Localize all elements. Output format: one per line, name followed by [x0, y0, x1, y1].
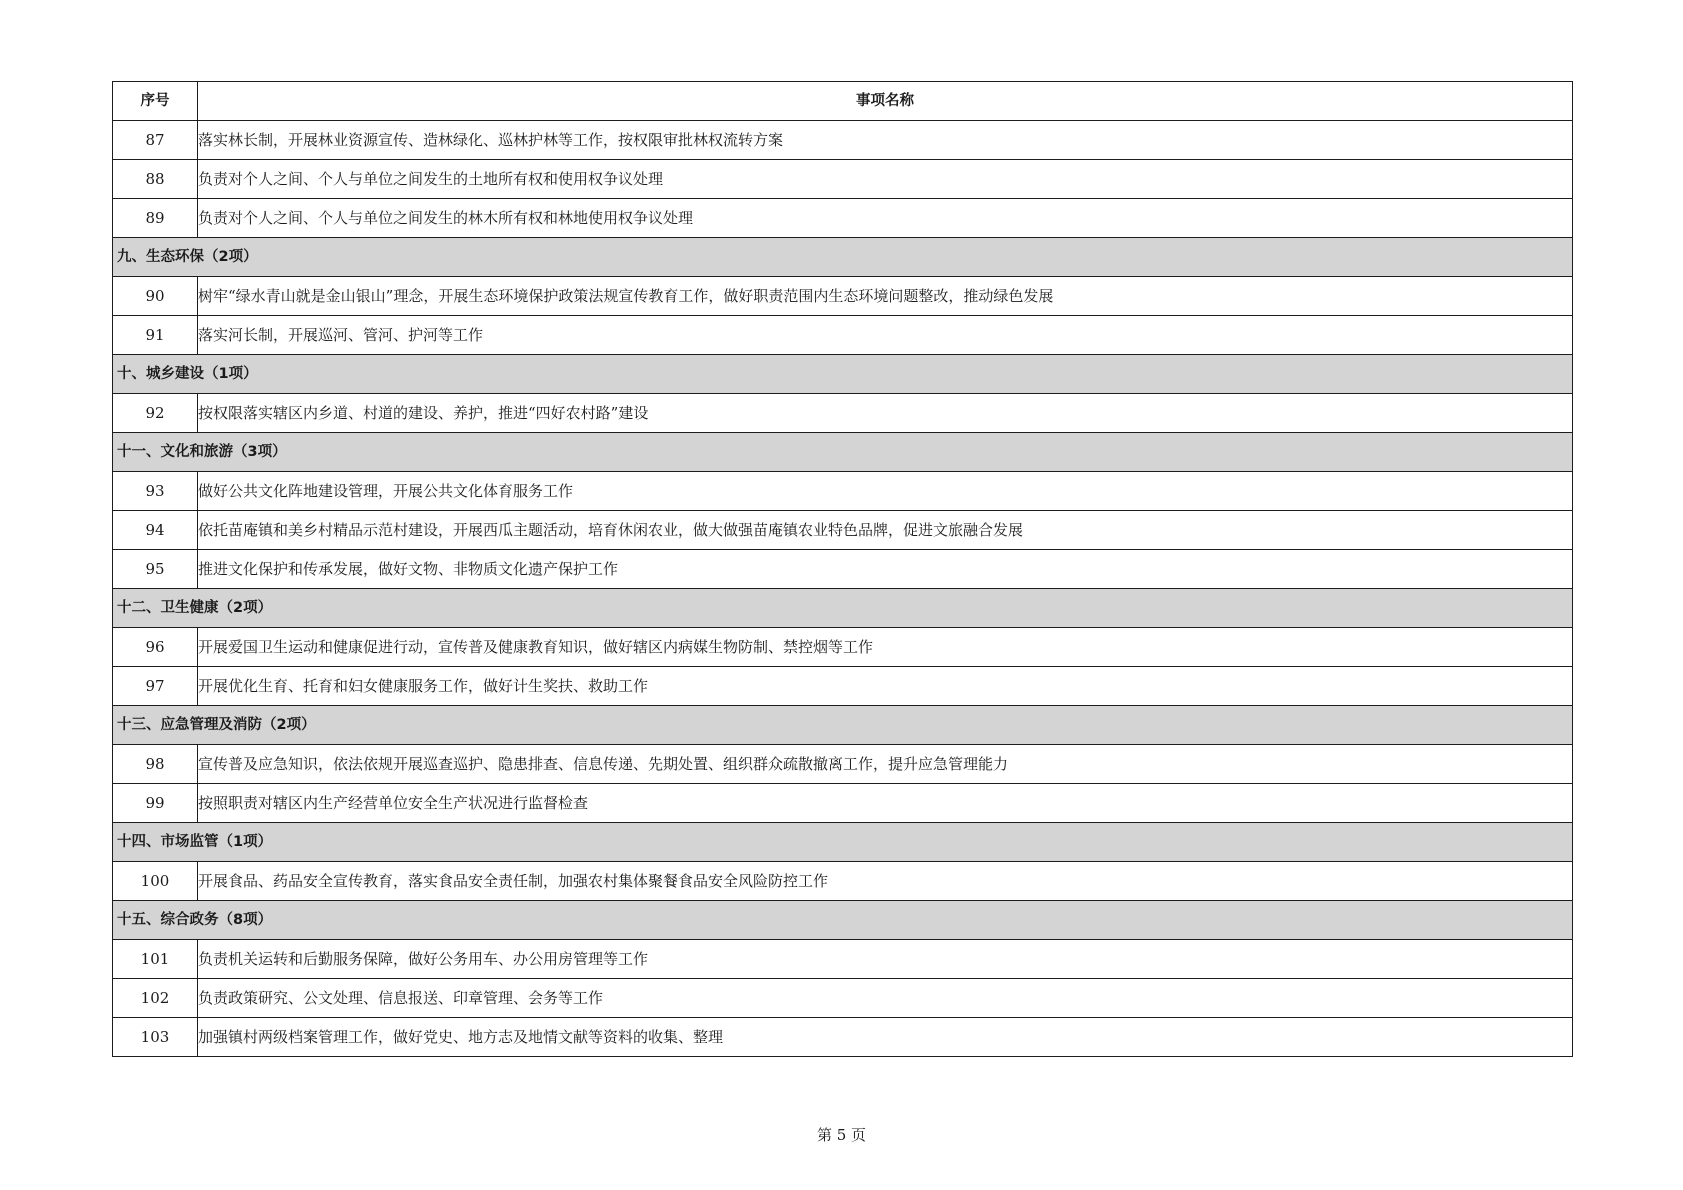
item-name: 按照职责对辖区内生产经营单位安全生产状况进行监督检查 — [198, 784, 1573, 823]
section-header-row — [113, 589, 1573, 628]
item-number: 95 — [113, 550, 198, 589]
item-name: 负责对个人之间、个人与单位之间发生的土地所有权和使用权争议处理 — [198, 160, 1573, 199]
item-name: 按权限落实辖区内乡道、村道的建设、养护，推进“四好农村路”建设 — [198, 394, 1573, 433]
item-number: 103 — [113, 1018, 198, 1057]
table-header-row — [113, 82, 1573, 121]
table-row — [113, 784, 1573, 823]
section-title: 十一、文化和旅游（3项） — [113, 433, 1573, 472]
item-number: 99 — [113, 784, 198, 823]
section-title: 十三、应急管理及消防（2项） — [113, 706, 1573, 745]
name-column-header: 事项名称 — [198, 82, 1573, 121]
section-header-row — [113, 238, 1573, 277]
item-name: 加强镇村两级档案管理工作，做好党史、地方志及地情文献等资料的收集、整理 — [198, 1018, 1573, 1057]
table-row — [113, 1018, 1573, 1057]
table-row — [113, 121, 1573, 160]
table-row — [113, 745, 1573, 784]
item-name: 开展食品、药品安全宣传教育，落实食品安全责任制，加强农村集体聚餐食品安全风险防控工作 — [198, 862, 1573, 901]
item-number: 96 — [113, 628, 198, 667]
table-row — [113, 667, 1573, 706]
section-header-row — [113, 433, 1573, 472]
table-row — [113, 316, 1573, 355]
section-header-row — [113, 706, 1573, 745]
section-title: 十五、综合政务（8项） — [113, 901, 1573, 940]
item-number: 101 — [113, 940, 198, 979]
table-row — [113, 550, 1573, 589]
table-row — [113, 199, 1573, 238]
item-name: 开展优化生育、托育和妇女健康服务工作，做好计生奖扶、救助工作 — [198, 667, 1573, 706]
item-name: 做好公共文化阵地建设管理，开展公共文化体育服务工作 — [198, 472, 1573, 511]
item-name: 负责政策研究、公文处理、信息报送、印章管理、会务等工作 — [198, 979, 1573, 1018]
item-number: 92 — [113, 394, 198, 433]
table-body — [113, 121, 1573, 1057]
item-name: 落实林长制，开展林业资源宣传、造林绿化、巡林护林等工作，按权限审批林权流转方案 — [198, 121, 1573, 160]
table-row — [113, 628, 1573, 667]
table-row — [113, 394, 1573, 433]
table-row — [113, 277, 1573, 316]
table-row — [113, 472, 1573, 511]
section-header-row — [113, 823, 1573, 862]
table-row — [113, 940, 1573, 979]
item-number: 94 — [113, 511, 198, 550]
section-header-row — [113, 901, 1573, 940]
section-header-row — [113, 355, 1573, 394]
item-number: 88 — [113, 160, 198, 199]
table-row — [113, 160, 1573, 199]
item-number: 90 — [113, 277, 198, 316]
item-name: 依托苗庵镇和美乡村精品示范村建设，开展西瓜主题活动，培育休闲农业，做大做强苗庵镇农业特色品牌，促进文旅融合发展 — [198, 511, 1573, 550]
item-name: 负责机关运转和后勤服务保障，做好公务用车、办公用房管理等工作 — [198, 940, 1573, 979]
item-name: 宣传普及应急知识，依法依规开展巡查巡护、隐患排查、信息传递、先期处置、组织群众疏散撤离工作，提升应急管理能力 — [198, 745, 1573, 784]
item-number: 93 — [113, 472, 198, 511]
item-name: 树牢“绿水青山就是金山银山”理念，开展生态环境保护政策法规宣传教育工作，做好职责范围内生态环境问题整改，推动绿色发展 — [198, 277, 1573, 316]
item-number: 89 — [113, 199, 198, 238]
item-name: 负责对个人之间、个人与单位之间发生的林木所有权和林地使用权争议处理 — [198, 199, 1573, 238]
section-title: 十、城乡建设（1项） — [113, 355, 1573, 394]
section-title: 十二、卫生健康（2项） — [113, 589, 1573, 628]
items-table — [112, 81, 1573, 1057]
item-number: 98 — [113, 745, 198, 784]
page-number: 第 5 页 — [816, 1126, 867, 1144]
number-column-header: 序号 — [113, 82, 198, 121]
item-number: 87 — [113, 121, 198, 160]
table-row — [113, 862, 1573, 901]
item-number: 102 — [113, 979, 198, 1018]
item-name: 落实河长制，开展巡河、管河、护河等工作 — [198, 316, 1573, 355]
item-name: 开展爱国卫生运动和健康促进行动，宣传普及健康教育知识，做好辖区内病媒生物防制、禁控烟等工作 — [198, 628, 1573, 667]
item-number: 97 — [113, 667, 198, 706]
item-number: 100 — [113, 862, 198, 901]
item-name: 推进文化保护和传承发展，做好文物、非物质文化遗产保护工作 — [198, 550, 1573, 589]
item-number: 91 — [113, 316, 198, 355]
table-row — [113, 511, 1573, 550]
table-row — [113, 979, 1573, 1018]
section-title: 九、生态环保（2项） — [113, 238, 1573, 277]
section-title: 十四、市场监管（1项） — [113, 823, 1573, 862]
